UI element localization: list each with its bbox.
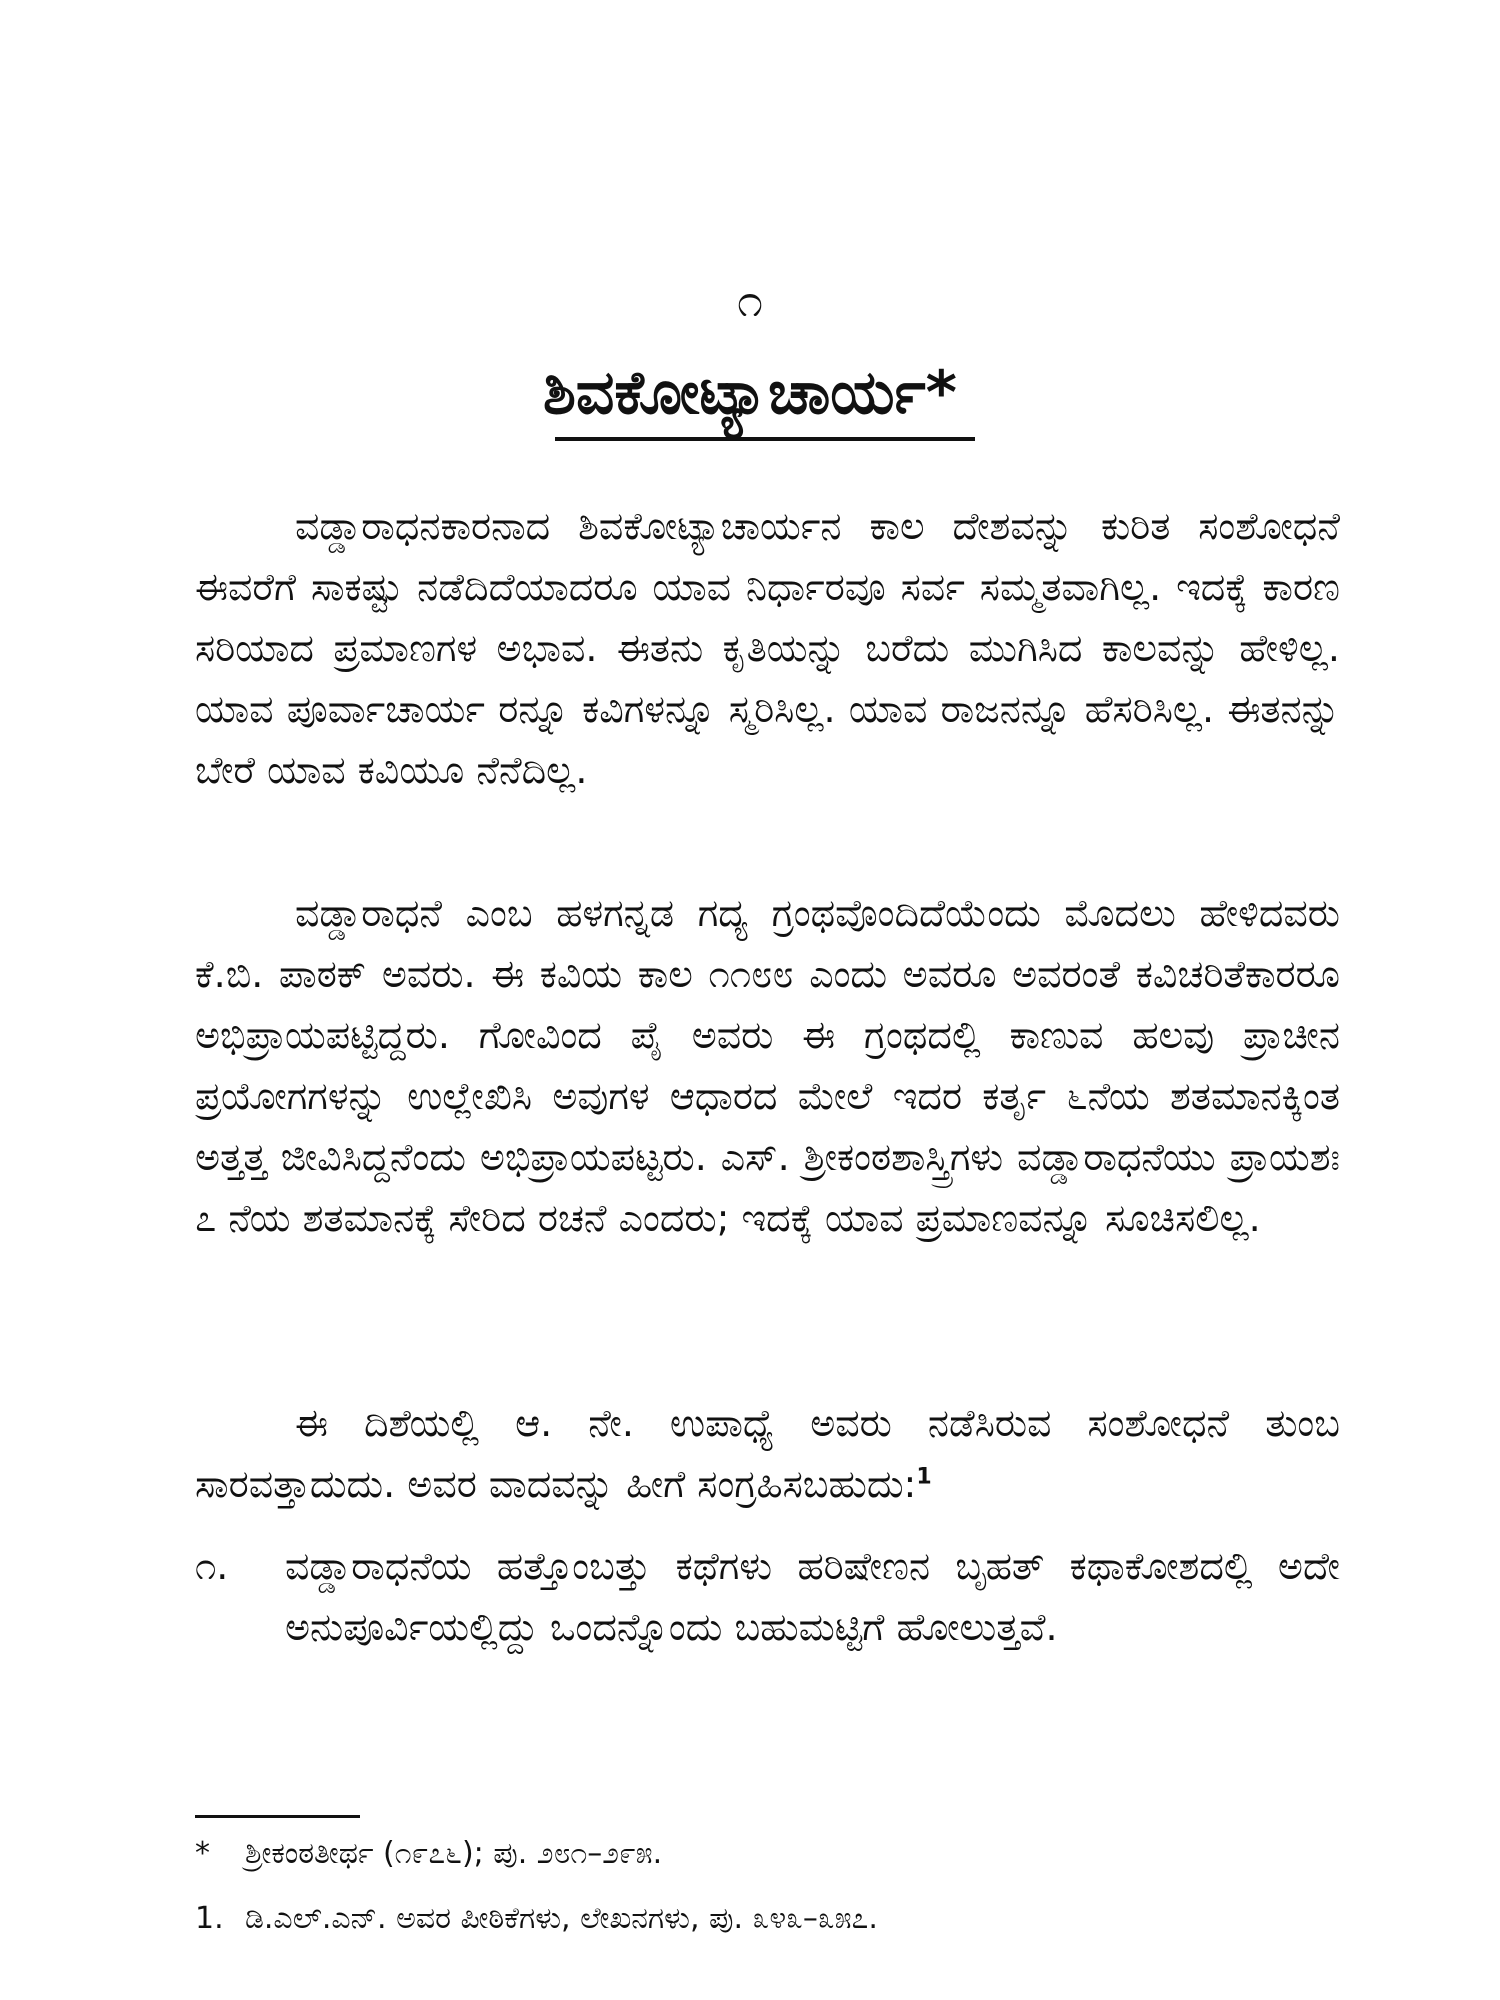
body-paragraph-2: ವಡ್ಡಾರಾಧನೆ ಎಂಬ ಹಳಗನ್ನಡ ಗದ್ಯ ಗ್ರಂಥವೊಂದಿದೆಯೆಂದು ಮೊದಲು ಹೇಳಿದವರು ಕೆ.ಬಿ. ಪಾಠಕ್ ಅವರು. ಈ ಕವಿಯ ಕಾಲ ೧೧೮೮ ಎಂದು ಅವರೂ ಅವರಂತೆ ಕವಿಚರಿತೆಕಾರರೂ ಅಭಿಪ್ರಾಯಪಟ್ಟಿದ್ದರು. ಗೋವಿಂದ ಪೈ ಅವರು ಈ ಗ್ರಂಥದಲ್ಲಿ ಕಾಣುವ ಹಲವು ಪ್ರಾಚೀನ ಪ್ರಯೋಗಗಳನ್ನು ಉಲ್ಲೇಖಿಸಿ ಅವುಗಳ ಆಧಾರದ ಮೇಲೆ ಇದರ ಕರ್ತೃ ೬ನೆಯ ಶತಮಾನಕ್ಕಿಂತ ಅತ್ತತ್ತ ಜೀವಿಸಿದ್ದನೆಂದು ಅಭಿಪ್ರಾಯಪಟ್ಟರು. ಎಸ್. ಶ್ರೀಕಂಠಶಾಸ್ತ್ರಿಗಳು ವಡ್ಡಾರಾಧನೆಯು ಪ್ರಾಯಶಃ ೭ ನೆಯ ಶತಮಾನಕ್ಕೆ ಸೇರಿದ ರಚನೆ ಎಂದರು; ಇದಕ್ಕೆ ಯಾವ ಪ್ರಮಾಣವನ್ನೂ ಸೂಚಿಸಲಿಲ್ಲ.: [195, 891, 1340, 1240]
body-paragraph-1: ವಡ್ಡಾರಾಧನಕಾರನಾದ ಶಿವಕೋಟ್ಯಾಚಾರ್ಯನ ಕಾಲ ದೇಶವನ್ನು ಕುರಿತ ಸಂಶೋಧನೆ ಈವರೆಗೆ ಸಾಕಷ್ಟು ನಡೆದಿದೆಯಾದರೂ ಯಾವ ನಿರ್ಧಾರವೂ ಸರ್ವ ಸಮ್ಮತವಾಗಿಲ್ಲ. ಇದಕ್ಕೆ ಕಾರಣ ಸರಿಯಾದ ಪ್ರಮಾಣಗಳ ಅಭಾವ. ಈತನು ಕೃತಿಯನ್ನು ಬರೆದು ಮುಗಿಸಿದ ಕಾಲವನ್ನು ಹೇಳಿಲ್ಲ. ಯಾವ ಪೂರ್ವಾಚಾರ್ಯ ರನ್ನೂ ಕವಿಗಳನ್ನೂ ಸ್ಮರಿಸಿಲ್ಲ. ಯಾವ ರಾಜನನ್ನೂ ಹೆಸರಿಸಿಲ್ಲ. ಈತನನ್ನು ಬೇರೆ ಯಾವ ಕವಿಯೂ ನೆನೆದಿಲ್ಲ.: [195, 504, 1340, 792]
footnote-2-mark: 1.: [195, 1901, 224, 1936]
footnote-2: [195, 1897, 1340, 1941]
footnote-divider: [195, 1815, 360, 1818]
footnote-2-text: ಡಿ.ಎಲ್.ಎನ್. ಅವರ ಪೀಠಿಕೆಗಳು, ಲೇಖನಗಳು, ಪು. ೩೪೩–೩೫೭.: [245, 1901, 878, 1936]
footnote-1-text: ಶ್ರೀಕಂಠತೀರ್ಥ (೧೯೭೬); ಪು. ೨೮೧–೨೯೫.: [245, 1836, 663, 1871]
list-item-number: ೧.: [195, 1544, 229, 1588]
footnote-reference: 1: [916, 1464, 932, 1490]
footnote-1-mark: *: [195, 1836, 210, 1871]
body-paragraph-3: [195, 1393, 1340, 1515]
chapter-number: ೧: [737, 273, 763, 327]
title-underline: [555, 437, 975, 441]
list-item-text: ವಡ್ಡಾರಾಧನೆಯ ಹತ್ತೊಂಬತ್ತು ಕಥೆಗಳು ಹರಿಷೇಣನ ಬೃಹತ್ ಕಥಾಕೋಶದಲ್ಲಿ ಅದೇ ಅನುಪೂರ್ವಿಯಲ್ಲಿದ್ದು ಒಂದನ್ನೊಂದು ಬಹುಮಟ್ಟಿಗೆ ಹೋಲುತ್ತವೆ.: [285, 1544, 1340, 1649]
footnote-1: [195, 1832, 1340, 1876]
body-paragraph-3-text: ಈ ದಿಶೆಯಲ್ಲಿ ಆ. ನೇ. ಉಪಾಧ್ಯೆ ಅವರು ನಡೆಸಿರುವ ಸಂಶೋಧನೆ ತುಂಬ ಸಾರವತ್ತಾದುದು. ಅವರ ವಾದವನ್ನು ಹೀಗೆ ಸಂಗ್ರಹಿಸಬಹುದು:: [195, 1401, 1340, 1506]
chapter-title: ಶಿವಕೋಟ್ಯಾಚಾರ್ಯ*: [543, 358, 957, 428]
